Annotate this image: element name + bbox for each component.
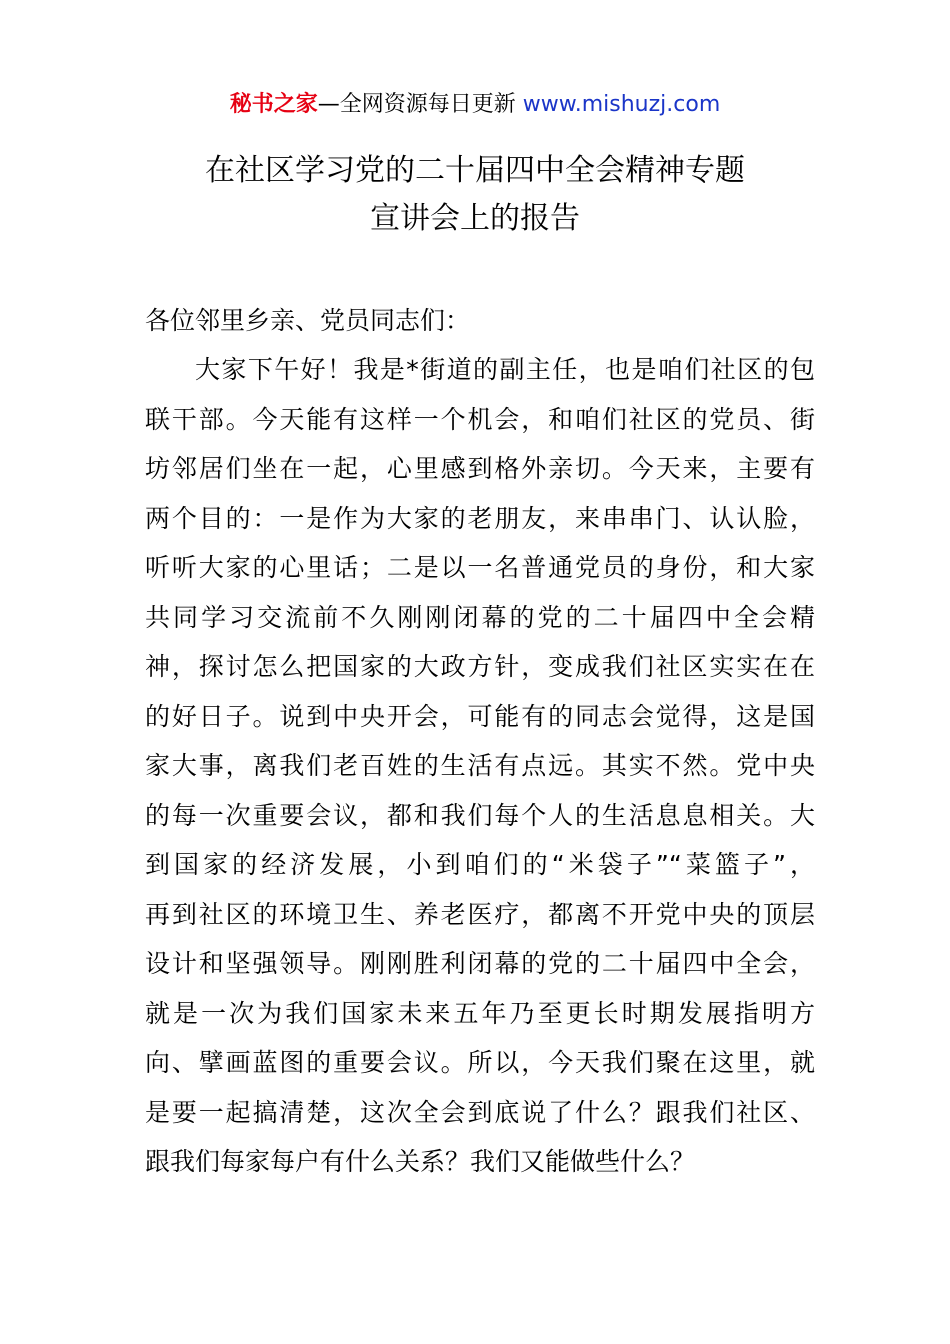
- paragraph-line: 的每一次重要会议，都和我们每个人的生活息息相关。大: [145, 800, 815, 830]
- paragraph-line: 设计和坚强领导。刚刚胜利闭幕的党的二十届四中全会，: [145, 949, 815, 978]
- site-brand: 秘书之家: [229, 92, 318, 117]
- site-header: [0, 88, 950, 122]
- greeting: 各位邻里乡亲、党员同志们：: [145, 306, 471, 335]
- paragraph-line: 家大事，离我们老百姓的生活有点远。其实不然。党中央: [145, 751, 815, 780]
- paragraph-line: 听听大家的心里话；二是以一名普通党员的身份，和大家: [145, 553, 815, 582]
- title-line-2: 宣讲会上的报告: [370, 201, 580, 236]
- title-line-1: 在社区学习党的二十届四中全会精神专题: [205, 153, 745, 188]
- paragraph-line: 坊邻居们坐在一起，心里感到格外亲切。今天来，主要有: [145, 454, 815, 483]
- paragraph-line: 再到社区的环境卫生、养老医疗，都离不开党中央的顶层: [145, 899, 815, 929]
- paragraph-line: 神，探讨怎么把国家的大政方针，变成我们社区实实在在: [145, 652, 815, 681]
- site-tagline: —全网资源每日更新: [317, 92, 523, 117]
- paragraph-line: 的好日子。说到中央开会，可能有的同志会觉得，这是国: [145, 701, 815, 731]
- paragraph-line: 共同学习交流前不久刚刚闭幕的党的二十届四中全会精: [145, 602, 815, 632]
- site-url-link[interactable]: www.mishuzj.com: [522, 92, 721, 117]
- paragraph-line: 就是一次为我们国家未来五年乃至更长时期发展指明方: [145, 998, 815, 1028]
- paragraph-line: 向、擘画蓝图的重要会议。所以，今天我们聚在这里，就: [145, 1048, 815, 1077]
- paragraph-line: 到国家的经济发展，小到咱们的“米袋子”“菜篮子”，: [145, 850, 815, 879]
- paragraph-line: 是要一起搞清楚，这次全会到底说了什么？跟我们社区、: [145, 1097, 815, 1127]
- paragraph-line: 联干部。今天能有这样一个机会，和咱们社区的党员、街: [145, 404, 815, 434]
- paragraph-line: 跟我们每家每户有什么关系？我们又能做些什么？: [145, 1147, 696, 1176]
- paragraph-line: 两个目的：一是作为大家的老朋友，来串串门、认认脸，: [145, 503, 815, 533]
- body-paragraph: [145, 345, 815, 1187]
- paragraph-line: 大家下午好！我是*街道的副主任，也是咱们社区的包: [195, 355, 815, 384]
- document-title: [0, 147, 950, 243]
